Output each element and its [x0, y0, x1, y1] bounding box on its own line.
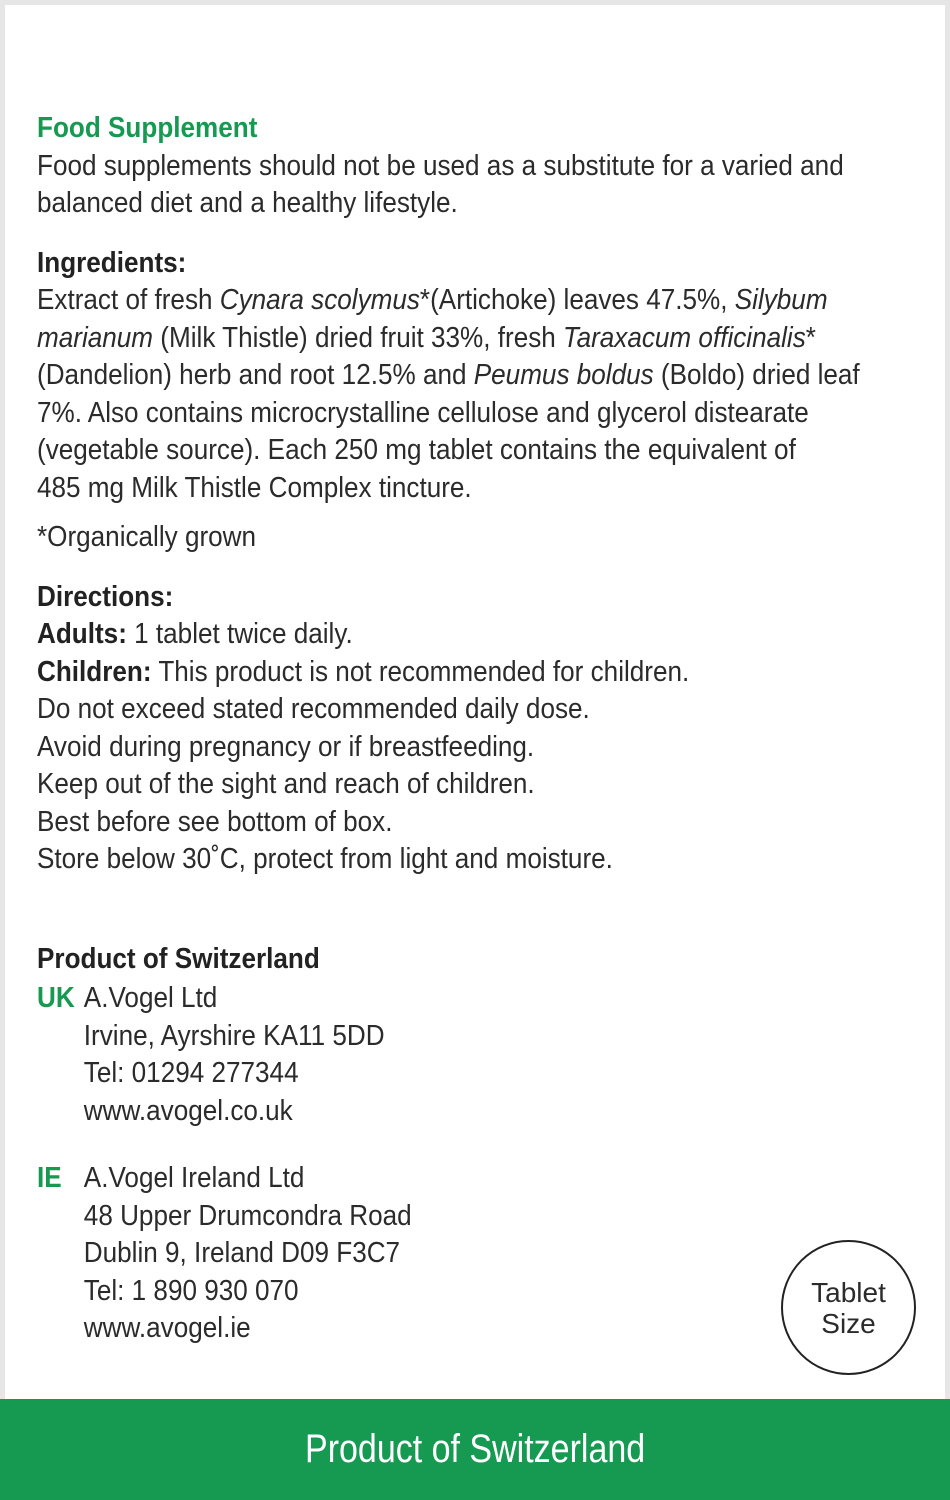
adults-text: 1 tablet twice daily.: [126, 618, 353, 650]
origin-section: [37, 941, 915, 1348]
children-label: Children:: [37, 655, 152, 688]
ie-address-line: 48 Upper Drumcondra Road: [83, 1199, 412, 1232]
ie-country-code: IE: [37, 1162, 62, 1194]
latin-name: Peumus boldus: [473, 359, 654, 391]
latin-name: Taraxacum officinalis: [563, 321, 806, 354]
ingredients-line2: [37, 320, 915, 358]
footer-banner: [0, 1399, 950, 1500]
food-supplement-section: [37, 110, 915, 223]
children-line: [37, 654, 915, 692]
ie-website-link[interactable]: www.avogel.ie: [83, 1312, 251, 1344]
uk-address: [37, 980, 915, 1130]
latin-name: Cynara scolymus: [219, 284, 420, 316]
ingredients-text: (Milk Thistle) dried fruit 33%, fresh: [153, 321, 564, 354]
ingredients-line5: (vegetable source). Each 250 mg tablet contains the equivalent of: [37, 434, 796, 466]
food-supplement-text-line2: balanced diet and a healthy lifestyle.: [37, 187, 458, 219]
footer-text: Product of Switzerland: [304, 1427, 646, 1471]
ingredients-heading: Ingredients:: [37, 246, 187, 279]
direction-line: Keep out of the sight and reach of children.: [37, 768, 535, 800]
uk-address-line: Irvine, Ayrshire KA11 5DD: [83, 1019, 385, 1052]
directions-section: [37, 579, 915, 879]
children-text: This product is not recommended for children.: [151, 655, 690, 688]
label-content: [37, 110, 915, 1348]
ie-address-line: Dublin 9, Ireland D09 F3C7: [83, 1237, 401, 1269]
ingredients-text: Extract of fresh: [37, 284, 220, 316]
ingredients-line3: [37, 357, 915, 395]
tablet-size-line2: Size: [821, 1307, 876, 1339]
uk-phone: Tel: 01294 277344: [83, 1057, 299, 1089]
organically-grown-note: *Organically grown: [37, 521, 257, 553]
uk-country-code: UK: [37, 982, 75, 1014]
uk-address-line: A.Vogel Ltd: [83, 982, 218, 1014]
direction-line: Avoid during pregnancy or if breastfeeding.: [37, 730, 535, 763]
direction-line: Best before see bottom of box.: [37, 805, 393, 838]
ie-address-line: A.Vogel Ireland Ltd: [83, 1162, 305, 1194]
direction-line: Do not exceed stated recommended daily dose.: [37, 693, 590, 725]
latin-name: marianum: [37, 321, 154, 354]
ingredients-text: (Dandelion) herb and root 12.5% and: [37, 359, 474, 391]
ingredients-text: *(Artichoke) leaves 47.5%,: [419, 284, 735, 316]
tablet-size-badge: [781, 1240, 916, 1375]
ingredients-section: [37, 245, 915, 557]
directions-heading: Directions:: [37, 580, 174, 613]
uk-website-link[interactable]: www.avogel.co.uk: [83, 1094, 293, 1127]
food-supplement-heading: Food Supplement: [37, 112, 258, 144]
ie-phone: Tel: 1 890 930 070: [83, 1274, 299, 1307]
direction-line: Store below 30˚C, protect from light and moisture.: [37, 843, 613, 875]
adults-label: Adults:: [37, 618, 127, 650]
adults-line: [37, 616, 915, 654]
tablet-size-line1: Tablet: [811, 1276, 886, 1308]
origin-heading: Product of Switzerland: [37, 942, 320, 975]
ingredients-text: *: [805, 321, 816, 354]
latin-name: Silybum: [734, 284, 828, 316]
food-supplement-text-line1: Food supplements should not be used as a substitute for a varied and: [37, 149, 844, 182]
ingredients-line6: 485 mg Milk Thistle Complex tincture.: [37, 471, 472, 504]
ingredients-line4: 7%. Also contains microcrystalline cellulose and glycerol distearate: [37, 396, 809, 429]
ingredients-text: (Boldo) dried leaf: [653, 359, 860, 391]
ingredients-line1: [37, 282, 915, 320]
